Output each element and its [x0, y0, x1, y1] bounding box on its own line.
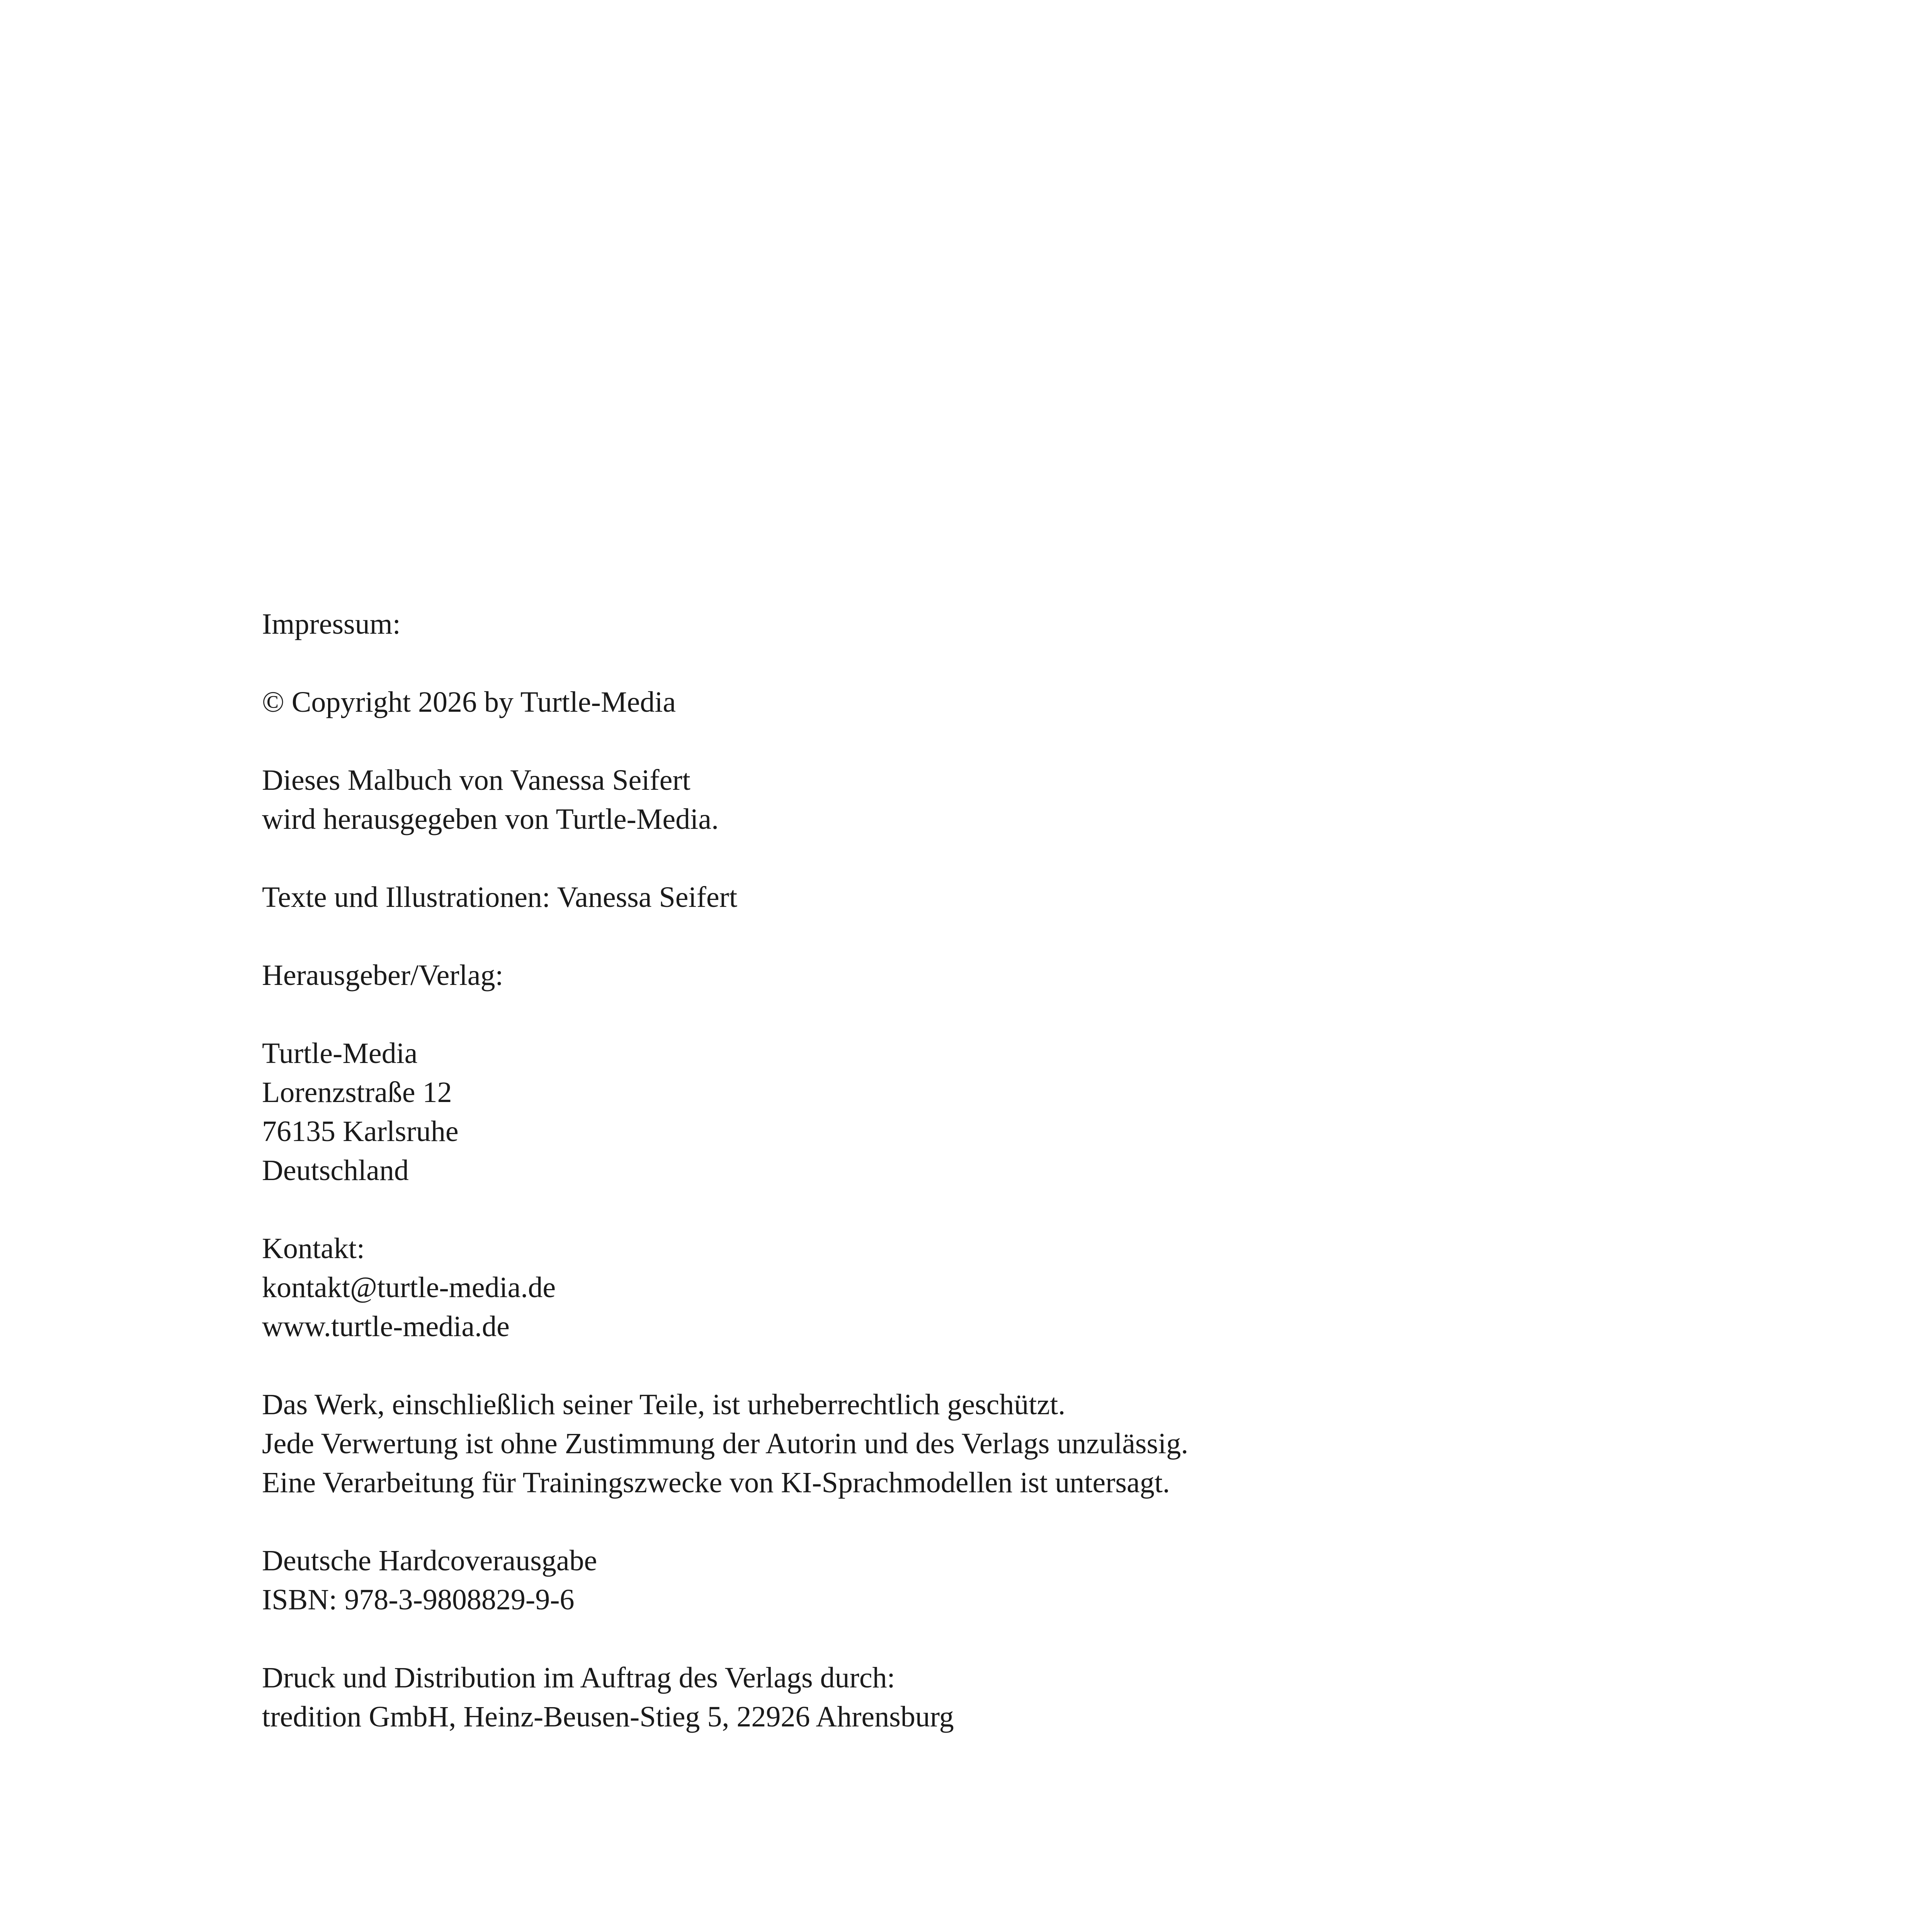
contact-heading: Kontakt: [262, 1232, 365, 1265]
printer-address-line: tredition GmbH, Heinz-Beusen-Stieg 5, 22926 Ahrensburg [262, 1701, 954, 1733]
imprint-block [262, 605, 1808, 1736]
spacer [262, 1619, 1808, 1658]
intro-line: wird herausgegeben von Turtle-Media. [262, 803, 719, 835]
isbn-line: ISBN: 978-3-9808829-9-6 [262, 1583, 575, 1616]
spacer [262, 722, 1808, 761]
legal-line: Das Werk, einschließlich seiner Teile, ist urheberrechtlich geschützt. [262, 1388, 1066, 1421]
imprint-heading: Impressum: [262, 608, 401, 640]
legal-line: Eine Verarbeitung für Trainingszwecke von KI-Sprachmodellen ist untersagt. [262, 1466, 1170, 1499]
spacer [262, 995, 1808, 1034]
spacer [262, 644, 1808, 683]
intro-line: Dieses Malbuch von Vanessa Seifert [262, 764, 690, 796]
spacer [262, 917, 1808, 956]
spacer [262, 1502, 1808, 1541]
address-line: Lorenzstraße 12 [262, 1076, 452, 1109]
credits-line: Texte und Illustrationen: Vanessa Seifert [262, 881, 738, 913]
contact-website[interactable]: www.turtle-media.de [262, 1310, 510, 1343]
address-line: 76135 Karlsruhe [262, 1115, 459, 1148]
spacer [262, 839, 1808, 878]
contact-email[interactable]: kontakt@turtle-media.de [262, 1271, 556, 1304]
address-line: Turtle-Media [262, 1037, 418, 1070]
legal-line: Jede Verwertung ist ohne Zustimmung der Autorin und des Verlags unzulässig. [262, 1427, 1189, 1460]
spacer [262, 1346, 1808, 1385]
printing-line: Druck und Distribution im Auftrag des Verlags durch: [262, 1662, 895, 1694]
address-line: Deutschland [262, 1154, 409, 1187]
spacer [262, 1190, 1808, 1229]
copyright-line: © Copyright 2026 by Turtle-Media [262, 686, 676, 718]
publisher-heading: Herausgeber/Verlag: [262, 959, 503, 992]
edition-line: Deutsche Hardcoverausgabe [262, 1544, 597, 1577]
